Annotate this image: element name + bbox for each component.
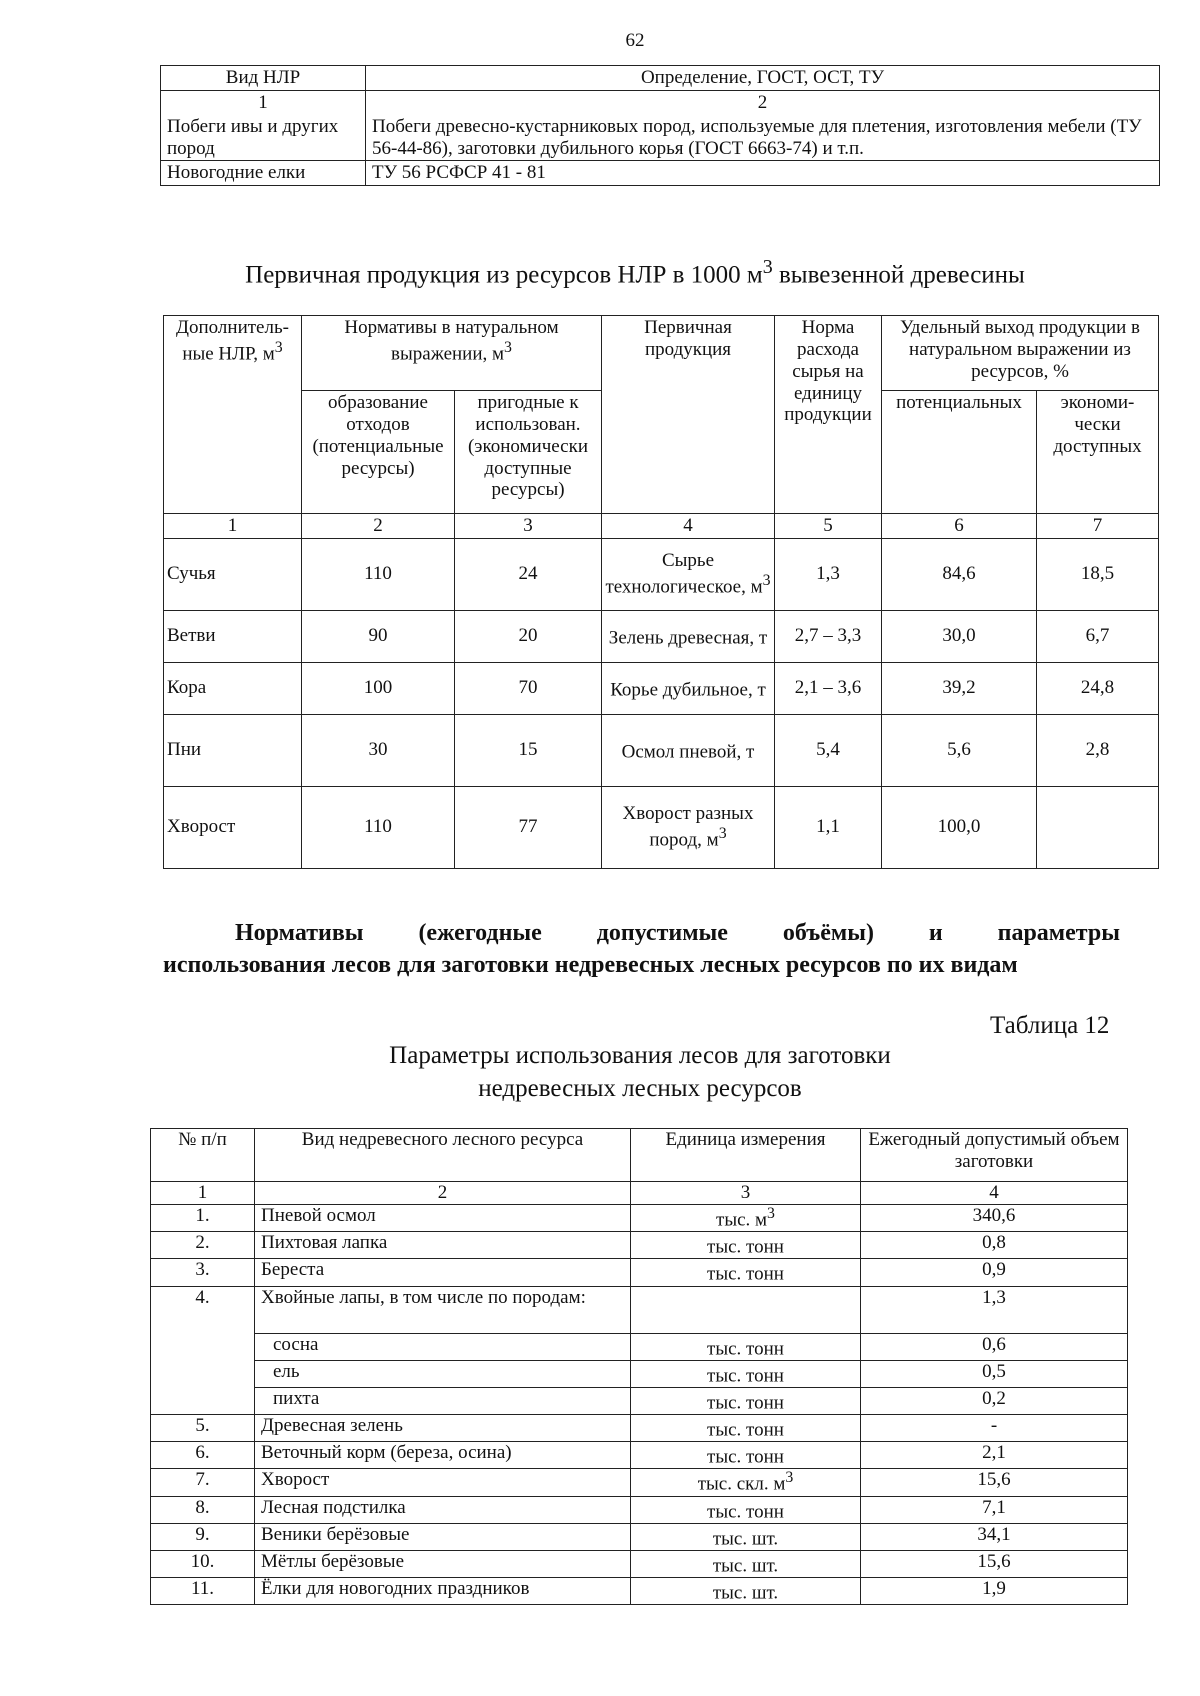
table-row [164,610,1159,662]
col-number: 2 [255,1182,631,1205]
header-norms: Нормативы в натуральном выражении, $м^3$ [302,316,602,391]
usable-value: 24 [455,538,602,610]
potential-value: 5,6 [882,714,1037,786]
waste-value: 100 [302,662,455,714]
product-name: Зелень древесная, т [602,610,775,662]
waste-value: 90 [302,610,455,662]
resource-name: Веточный корм (береза, осина) [255,1442,631,1469]
header-definition: Определение, ГОСТ, ОСТ, ТУ [366,66,1160,91]
usable-value: 15 [455,714,602,786]
table-row [161,115,1160,161]
usable-value: 20 [455,610,602,662]
row-number: 2. [151,1232,255,1259]
volume: 7,1 [861,1496,1128,1523]
unit: тыс. тонн [631,1387,861,1414]
volume: 0,8 [861,1232,1128,1259]
table-row [151,1333,1128,1360]
resource-name: Древесная зелень [255,1415,631,1442]
table-row [164,786,1159,868]
table-row [151,1259,1128,1286]
row-number: 1. [151,1205,255,1232]
table-row [164,714,1159,786]
header-usable: пригодные к использован. (экономически доступные ресурсы) [455,391,602,514]
resource-name: пихта [255,1387,631,1414]
table-row [164,538,1159,610]
unit [631,1286,861,1333]
usable-value: 70 [455,662,602,714]
header-economic: экономи-чески доступных [1037,391,1159,514]
row-number: 9. [151,1523,255,1550]
table-row [151,1415,1128,1442]
volume: 340,6 [861,1205,1128,1232]
table-row [151,1360,1128,1387]
potential-value: 30,0 [882,610,1037,662]
product-name: Осмол пневой, т [602,714,775,786]
unit: тыс. тонн [631,1442,861,1469]
nlr-type: Побеги ивы и других пород [161,115,366,161]
table-row [151,1578,1128,1605]
resource-name: ель [255,1360,631,1387]
col-number: 7 [1037,514,1159,539]
header-potential: потенциальных [882,391,1037,514]
unit: тыс. скл. $м^3$ [631,1469,861,1496]
row-number: 5. [151,1415,255,1442]
resource-name: Хворост [255,1469,631,1496]
header-num: № п/п [151,1129,255,1182]
product-name: Хворост разных пород, $м^3$ [602,786,775,868]
col-number: 3 [455,514,602,539]
volume: 0,2 [861,1387,1128,1414]
resource-name: сосна [255,1333,631,1360]
resource-name: Ветви [164,610,302,662]
unit: тыс. шт. [631,1550,861,1577]
economic-value: 2,8 [1037,714,1159,786]
unit: тыс. тонн [631,1496,861,1523]
table-row [151,1286,1128,1333]
col-number: 4 [861,1182,1128,1205]
col-number: 1 [151,1182,255,1205]
table-row [151,1469,1128,1496]
resource-name: Ёлки для новогодних праздников [255,1578,631,1605]
header-primary-product: Первичная продукция [602,316,775,514]
header-resource-type: Вид недревесного лесного ресурса [255,1129,631,1182]
row-number: 8. [151,1496,255,1523]
resource-name: Веники берёзовые [255,1523,631,1550]
params-heading: Параметры использования лесов для заготовки недревесных лесных ресурсов [389,1042,891,1102]
page-number: 62 [625,30,645,51]
table-row [151,1205,1128,1232]
resource-name: Кора [164,662,302,714]
product-name: Корье дубильное, т [602,662,775,714]
col-number: 1 [164,514,302,539]
unit: тыс. тонн [631,1232,861,1259]
rate-value: 2,7 – 3,3 [775,610,882,662]
table-row [151,1232,1128,1259]
col-number: 4 [602,514,775,539]
volume: 1,3 [861,1286,1128,1333]
header-additional-nlr: Дополнитель-ные НЛР, $м^3$ [164,316,302,514]
nlr-definitions-table [160,65,1160,186]
nlr-type: Новогодние елки [161,161,366,186]
row-number: 3. [151,1259,255,1286]
row-number: 10. [151,1550,255,1577]
header-waste: образование отходов (потенциальные ресурсы) [302,391,455,514]
row-number: 11. [151,1578,255,1605]
resource-name: Хвойные лапы, в том числе по породам: [255,1286,631,1333]
volume: 15,6 [861,1469,1128,1496]
resource-name: Пневой осмол [255,1205,631,1232]
header-nlr-type: Вид НЛР [161,66,366,91]
resource-name: Лесная подстилка [255,1496,631,1523]
col-number: 2 [302,514,455,539]
volume: - [861,1415,1128,1442]
volume: 15,6 [861,1550,1128,1577]
resource-name: Пни [164,714,302,786]
resource-name: Хворост [164,786,302,868]
rate-value: 1,1 [775,786,882,868]
unit: тыс. тонн [631,1333,861,1360]
row-number: 7. [151,1469,255,1496]
table-label: Таблица 12 [990,1012,1110,1039]
rate-value: 1,3 [775,538,882,610]
volume: 34,1 [861,1523,1128,1550]
table-row [151,1387,1128,1414]
col-number: 2 [366,90,1160,114]
primary-products-heading: Первичная продукция из ресурсов НЛР в 1000 $м^3$ вывезенной древесины [245,256,1025,289]
header-rate: Норма расхода сырья на единицу продукции [775,316,882,514]
table-row [151,1442,1128,1469]
rate-value: 2,1 – 3,6 [775,662,882,714]
nlr-definition: ТУ 56 РСФСР 41 - 81 [366,161,1160,186]
resource-name: Сучья [164,538,302,610]
row-number: 6. [151,1442,255,1469]
potential-value: 39,2 [882,662,1037,714]
unit: тыс. тонн [631,1360,861,1387]
row-number: 4. [151,1286,255,1415]
resource-name: Мётлы берёзовые [255,1550,631,1577]
header-unit: Единица измерения [631,1129,861,1182]
volume: 0,9 [861,1259,1128,1286]
resource-name: Береста [255,1259,631,1286]
primary-products-table [163,315,1159,869]
potential-value: 84,6 [882,538,1037,610]
product-name: Сырье технологическое, $м^3$ [602,538,775,610]
norms-heading-line2: использования лесов для заготовки недревесных лесных ресурсов по их видам [163,952,1018,978]
usable-value: 77 [455,786,602,868]
unit: тыс. тонн [631,1259,861,1286]
norms-heading-line1: Нормативы (ежегодные допустимые объёмы) и параметры [235,920,1120,946]
unit: тыс. шт. [631,1578,861,1605]
col-number: 3 [631,1182,861,1205]
volume: 0,5 [861,1360,1128,1387]
params-table [150,1128,1128,1605]
waste-value: 110 [302,538,455,610]
table-row [151,1550,1128,1577]
waste-value: 30 [302,714,455,786]
economic-value [1037,786,1159,868]
volume: 0,6 [861,1333,1128,1360]
economic-value: 24,8 [1037,662,1159,714]
volume: 2,1 [861,1442,1128,1469]
col-number: 5 [775,514,882,539]
economic-value: 18,5 [1037,538,1159,610]
col-number: 6 [882,514,1037,539]
volume: 1,9 [861,1578,1128,1605]
header-yield: Удельный выход продукции в натуральном выражении из ресурсов, % [882,316,1159,391]
economic-value: 6,7 [1037,610,1159,662]
table-row [164,662,1159,714]
header-volume: Ежегодный допустимый объем заготовки [861,1129,1128,1182]
table-row [151,1523,1128,1550]
rate-value: 5,4 [775,714,882,786]
unit: тыс. тонн [631,1415,861,1442]
unit: тыс. $м^3$ [631,1205,861,1232]
table-row [151,1496,1128,1523]
table-row [161,161,1160,186]
col-number: 1 [161,90,366,114]
resource-name: Пихтовая лапка [255,1232,631,1259]
waste-value: 110 [302,786,455,868]
potential-value: 100,0 [882,786,1037,868]
unit: тыс. шт. [631,1523,861,1550]
nlr-definition: Побеги древесно-кустарниковых пород, используемые для плетения, изготовления мебели (ТУ 56-44-86), заготовки дубильного корья (ГОСТ 6663-74) и т.п. [366,115,1160,161]
